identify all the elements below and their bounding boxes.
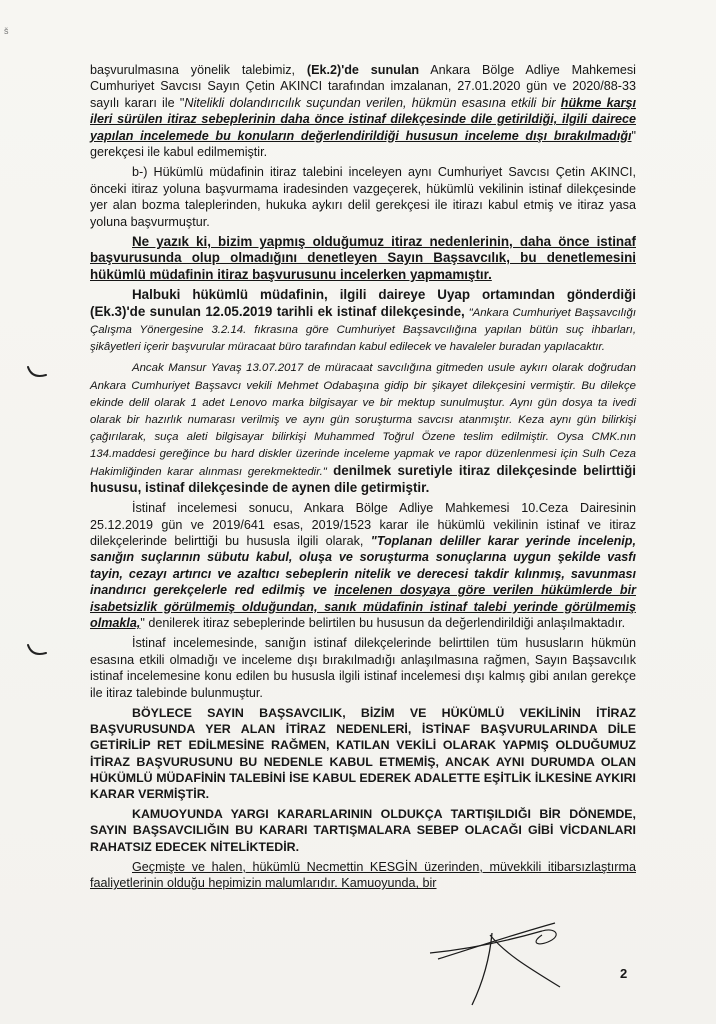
page-number: 2 xyxy=(620,966,628,981)
margin-pen-mark-1 xyxy=(26,364,48,382)
paragraph-10: Geçmişte ve halen, hükümlü Necmettin KESGİN üzerinden, müvekkili itibarsızlaştırma faaliyetlerinin olduğu hepimizin malumlarıdır. Kamuoyunda, bir xyxy=(90,859,636,891)
handwritten-signature xyxy=(420,905,570,1015)
document-body xyxy=(90,62,636,896)
paragraph-3-highlight: Ne yazık ki, bizim yapmış olduğumuz itiraz nedenlerinin, daha önce istinaf başvurusunda olup olmadığını denetleyen Sayın Başsavcılık, bu denetlemesini hükümlü müdafinin itiraz başvurusunu incelerken yapmamıştır. xyxy=(90,234,636,282)
paragraph-8-caps: BÖYLECE SAYIN BAŞSAVCILIK, BİZİM VE HÜKÜMLÜ VEKİLİNİN İTİRAZ BAŞVURUSUNDA YER ALAN İTİRAZ NEDENLERİ, İSTİNAF BAŞVURULARINDA DİLE GETİRİLİP RET EDİLMESİNE RAĞMEN, KATILAN VEKİLİ OLARAK YAPMIŞ OLDUĞUMUZ İTİRAZ BAŞVURUSUNU BU NEDENLE KABUL ETMEMİŞ, ANCAK AYNI DURUMDA OLAN HÜKÜMLÜ MÜDAFİNİN TALEBİNİ İSE KABUL EDEREK ADALETTE EŞİTLİK İLKESİNE AYKIRI KARAR VERMİŞTİR. xyxy=(90,706,636,802)
paragraph-7: İstinaf incelemesinde, sanığın istinaf dilekçelerinde belirttilen tüm hususların hükmün esasına etkili olmadığı ve inceleme dışı bırakılmadığı anlaşılmasına rağmen, Sayın Başsavcılık istinaf incelemesine konu edilen bu hususla ilgili istinaf incelemesi dışı kalmış gibi anılan gerekçe ile itiraz talebinde bulunmuştur. xyxy=(90,636,636,700)
paragraph-9-caps: KAMUOYUNDA YARGI KARARLARININ OLDUKÇA TARTIŞILDIĞI BİR DÖNEMDE, SAYIN BAŞSAVCILIĞIN BU KARARI TARTIŞMALARA SEBEP OLACAĞI GİBİ VİCDANLARI RAHATSIZ EDECEK NİTELİKTEDİR. xyxy=(90,807,636,854)
margin-pen-mark-2 xyxy=(26,642,48,660)
corner-mark: š xyxy=(4,26,9,36)
paragraph-6: İstinaf incelemesi sonucu, Ankara Bölge Adliye Mahkemesi 10.Ceza Dairesinin 25.12.2019 gün ve 2019/641 esas, 2019/1523 karar ile hükümlü vekilinin istinaf ve itiraz dilekçelerinde belirttiği bu hususla ilgili olarak, "Toplanan deliller karar yerinde incelenip, sanığın suçlarının sübutu kabul, oluşa ve soruşturma sonuçlarına uygun şekilde vasfı tayin, cezayı artırıcı ve azaltıcı sebeplerin nitelik ve derecesi takdir kılınmış, savunması inandırıcı gerekçelerle red edilmiş ve incelenen dosyaya göre verilen hükümlerde bir isabetsizlik görülmemiş olduğundan, sanık müdafinin istinaf talebi yerinde görülmemiş olmakla," denilerek itiraz sebeplerinde belirtilen bu hususun da değerlendirildiği anlaşılmaktadır. xyxy=(90,501,636,630)
paragraph-4: Halbuki hükümlü müdafinin, ilgili daireye Uyap ortamından gönderdiği (Ek.3)'de sunulan 12.05.2019 tarihli ek istinaf dilekçesinde, "Ankara Cumhuriyet Başsavcılığı Çalışma Yönergesine 3.2.14. fıkrasına göre Cumhuriyet Başsavcılığına yapılan bütün suç ihbarları, şikâyetleri içerir başvurular müracaat büro tarafından kabul edilecek ve havaleler buradan yapılacaktır. xyxy=(90,287,636,354)
paragraph-5: Ancak Mansur Yavaş 13.07.2017 de müracaat savcılığına gitmeden usule aykırı olarak doğrudan Ankara Cumhuriyet Başsavcı vekili Mehmet Odabaşına gidip bir şikayet dilekçesini vermiştir. Bu dilekçe ekinde delil olarak 1 adet Lenovo marka bilgisayar ve bir mektup sunulmuştur. Aynı gün dosya ta ivedi olarak bir hazırlık numarası verilmiş ve aynı gün soruşturma savcısı atanmıştır. Keza aynı gün bilirkişi çağırılarak, suça aleti bilgisayar bilirkişi Muhammed Toğrul Özene teslim edilmiştir. Oysa CMK.nın 134.maddesi gereğince bu hard diskler üzerinde inceleme yapmak ve rapor düzenlenmesi için Sulh Ceza Hakimliğinden karar alınması gerekmektedir." denilmek suretiyle itiraz dilekçesinde belirttiği hususu, istinaf dilekçesinde de aynen dile getirmiştir. xyxy=(90,362,636,495)
paragraph-1: başvurulmasına yönelik talebimiz, (Ek.2)'de sunulan Ankara Bölge Adliye Mahkemesi Cumhuriyet Savcısı Sayın Çetin AKINCI tarafından imzalanan, 27.01.2020 gün ve 2020/88-33 sayılı kararı ile "Nitelikli dolandırıcılık suçundan verilen, hükmün esasına etkili bir hükme karşı ileri sürülen itiraz sebeplerinin daha önce istinaf dilekçesinde dile getirildiği, ilgili dairece yapılan incelemede bu konuların değerlendirildiği hususun inceleme dışı bırakılmadığı" gerekçesi ile kabul edilmemiştir. xyxy=(90,63,636,160)
paragraph-2: b-) Hükümlü müdafinin itiraz talebini inceleyen aynı Cumhuriyet Savcısı Çetin AKINCI, önceki itiraz yoluna başvurmama iradesinden vazgeçerek, hükümlü vekilinin istinaf dilekçesinde yer alan bozma taleplerinden, hukuka aykırı delil gerekçesi ile itirazı kabul etmiş ve itiraz yasa yoluna başvurmuştur. xyxy=(90,165,636,229)
